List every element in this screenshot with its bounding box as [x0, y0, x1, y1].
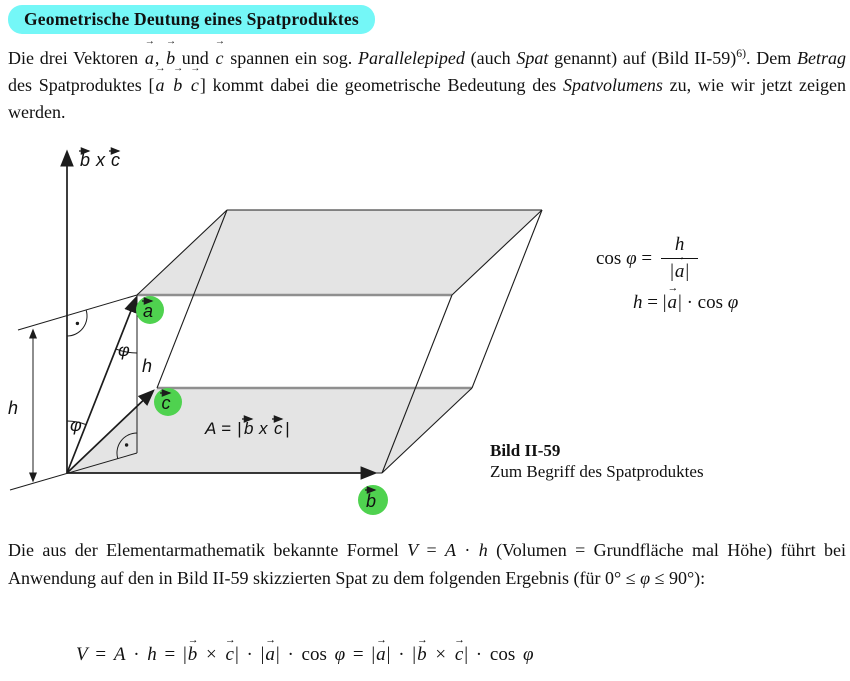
intro-paragraph: [8, 45, 846, 126]
text-segment: h: [633, 292, 643, 313]
text-segment: =: [636, 247, 653, 269]
text-segment: c →: [455, 644, 463, 666]
spat-bottom-face: [67, 388, 472, 473]
text-segment: =: [87, 644, 114, 665]
text-segment: . Dem: [746, 48, 797, 68]
text-segment: genannt) auf (Bild II-59): [548, 48, 737, 68]
volume-paragraph: [8, 536, 846, 592]
spat-edge: [157, 210, 227, 388]
figure-caption: [490, 440, 810, 482]
text-segment: φ: [522, 644, 534, 665]
phi-label-top: φ: [118, 340, 130, 360]
text-segment: ≤ 90°):: [650, 568, 706, 588]
text-segment: φ: [727, 292, 739, 313]
cos-phi-formula-lhs: [596, 248, 652, 270]
vector-c-label: c: [161, 393, 171, 413]
text-segment: h: [147, 644, 157, 665]
text-segment: h: [478, 540, 488, 560]
axis-label-times: x: [96, 150, 105, 170]
fraction: [661, 234, 698, 283]
axis-label-c: c: [111, 150, 120, 170]
figure-caption-text: Zum Begriff des Spatproduktes: [490, 462, 704, 481]
text-segment: |: [670, 261, 674, 282]
area-label-b: b: [244, 419, 254, 438]
text-segment: Spat: [516, 48, 549, 68]
text-segment: | · cos: [464, 644, 523, 665]
right-angle-dot-axis: [76, 322, 79, 325]
text-segment: zu, wie wir jetzt zeigen werden.: [8, 75, 847, 122]
text-segment: b →: [173, 72, 182, 99]
text-segment: a →: [668, 292, 678, 314]
text-segment: a →: [155, 72, 164, 99]
text-segment: = |: [642, 292, 667, 313]
text-segment: a →: [376, 644, 386, 666]
text-segment: V: [76, 644, 88, 665]
text-segment: [165, 75, 172, 95]
text-segment: c →: [216, 45, 224, 72]
volume-formula: [76, 644, 533, 666]
text-segment: = |: [156, 644, 187, 665]
text-segment: Die drei Vektoren: [8, 48, 144, 68]
text-segment: (Volumen = Grundfläche mal Höhe) führt bei Anwendung auf den in Bild II-59 skizzierten Spat zu dem folgenden Ergebnis (für 0° ≤: [8, 540, 846, 588]
right-angle-dot-foot: [125, 443, 128, 446]
text-segment: spannen ein sog.: [224, 48, 358, 68]
text-segment: φ: [640, 568, 651, 588]
area-label-times: x: [259, 419, 268, 438]
section-title: Geometrische Deutung eines Spatproduktes: [24, 9, 359, 29]
text-segment: | · cos: [275, 644, 335, 665]
text-segment: ·: [455, 540, 479, 560]
vector-a-label: a: [142, 301, 154, 321]
text-segment: h: [674, 234, 685, 255]
h-label-inner: h: [142, 356, 153, 376]
area-label-eq: =: [221, 419, 231, 438]
text-segment: ] kommt dabei die geometrische Bedeutung des: [199, 75, 563, 95]
figure-caption-title: Bild II-59: [490, 441, 561, 460]
phi-label-origin: φ: [70, 415, 82, 435]
area-label-rbar: |: [285, 419, 290, 438]
text-segment: a →: [145, 45, 154, 72]
h-formula: [596, 292, 826, 314]
area-label-c: c: [274, 419, 283, 438]
h-label-left: h: [8, 398, 19, 418]
area-label-lbar: |: [237, 419, 242, 438]
spat-top-face: [137, 210, 542, 295]
text-segment: des Spatproduktes [: [8, 75, 155, 95]
spat-edge: [382, 295, 452, 473]
text-segment: φ: [626, 247, 637, 269]
text-segment: = |: [345, 644, 376, 665]
text-segment: a →: [675, 261, 685, 283]
text-segment: | · |: [234, 644, 265, 665]
text-segment: |: [685, 261, 690, 282]
text-segment: Betrag: [797, 48, 846, 68]
fraction-denominator: [661, 258, 698, 283]
text-segment: Spatvolumens: [562, 75, 663, 95]
text-segment: ×: [427, 644, 454, 665]
text-segment: c →: [191, 72, 199, 99]
text-segment: b →: [166, 45, 175, 72]
text-segment: Parallelepiped: [357, 48, 465, 68]
section-title-highlight: [8, 5, 375, 34]
text-segment: φ: [334, 644, 346, 665]
text-segment: ×: [198, 644, 225, 665]
text-segment: b →: [188, 644, 198, 666]
text-segment: A: [113, 644, 126, 665]
text-segment: c →: [226, 644, 234, 666]
text-segment: V: [407, 540, 419, 560]
text-segment: ·: [125, 644, 148, 665]
text-segment: 6): [736, 47, 747, 60]
text-segment: =: [418, 540, 445, 560]
axis-label-b: b: [80, 150, 91, 170]
text-segment: ,: [154, 48, 166, 68]
text-segment: A: [444, 540, 456, 560]
text-segment: a →: [265, 644, 275, 666]
axis-label: [79, 150, 120, 170]
text-segment: Die aus der Elementarmathematik bekannte Formel: [8, 540, 408, 560]
text-segment: | · |: [386, 644, 417, 665]
text-segment: (auch: [464, 48, 517, 68]
vector-b-label: b: [365, 491, 377, 511]
cos-phi-formula: [596, 234, 826, 283]
side-formulas: [596, 234, 826, 314]
text-segment: [183, 75, 190, 95]
text-segment: | · cos: [678, 292, 728, 313]
text-segment: und: [176, 48, 215, 68]
area-label-A: A: [205, 419, 217, 438]
text-segment: cos: [596, 247, 627, 269]
text-segment: b →: [417, 644, 427, 666]
